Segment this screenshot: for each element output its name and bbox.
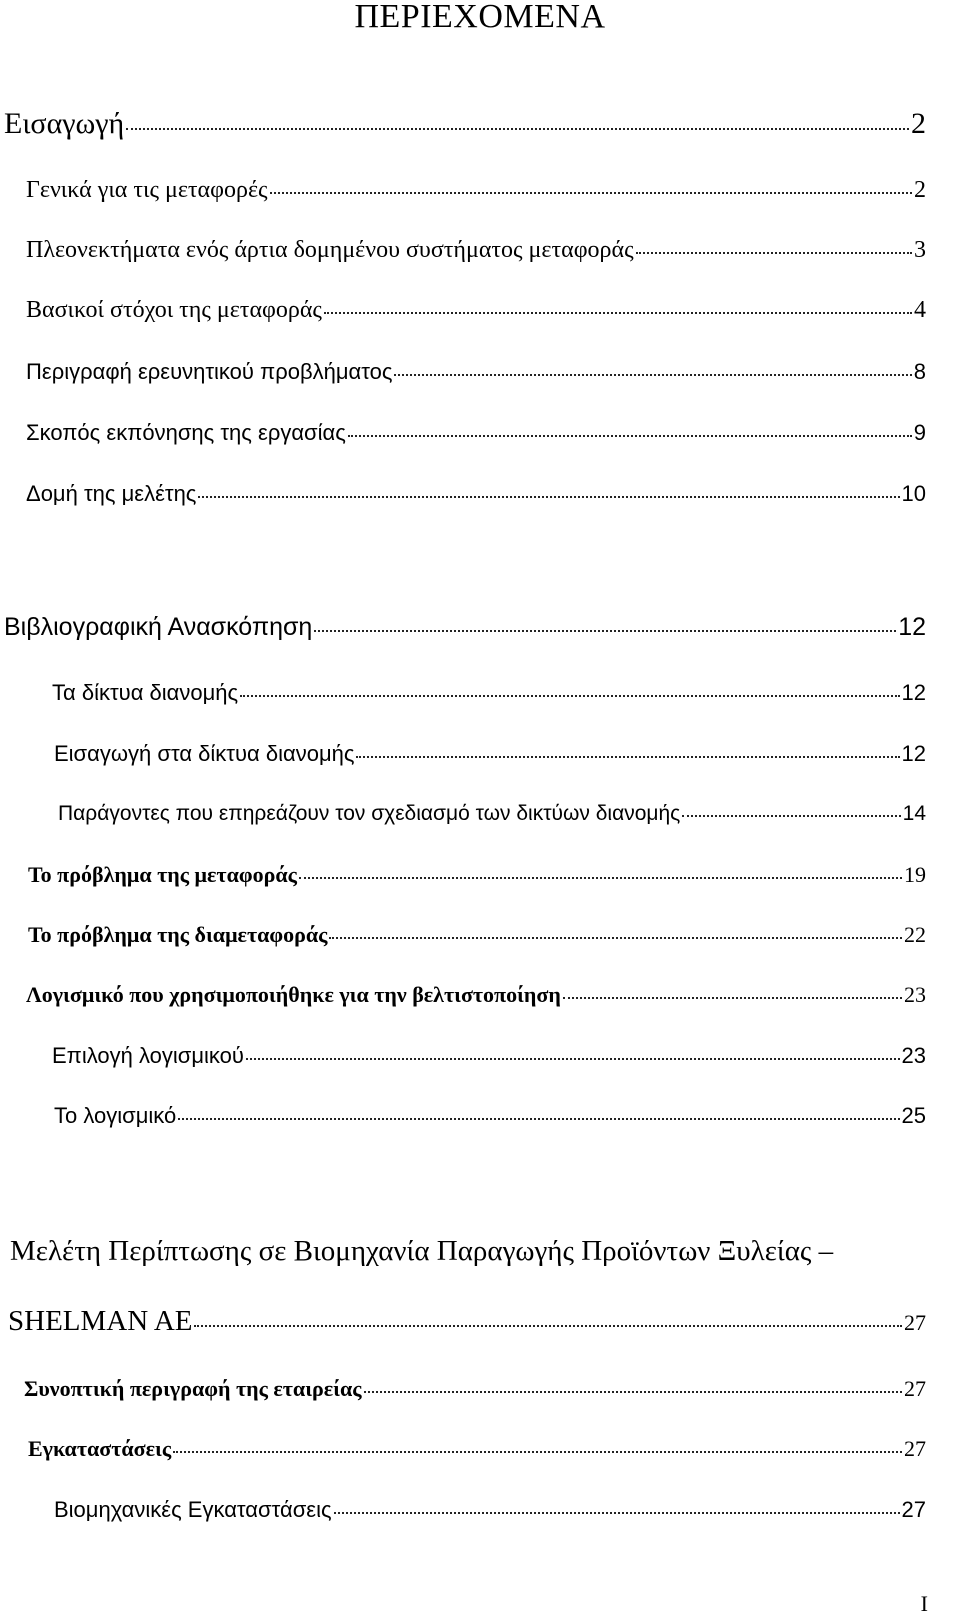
toc-entry-page: 27 bbox=[904, 1376, 926, 1401]
toc-entry-purpose[interactable] bbox=[26, 418, 926, 448]
toc-entry-label: Επιλογή λογισμικού bbox=[52, 1043, 244, 1068]
toc-entry-label: Λογισμικό που χρησιμοποιήθηκε για την βελτιστοποίηση bbox=[26, 982, 561, 1007]
toc-entry-page: 3 bbox=[914, 237, 926, 263]
toc-leader-dots bbox=[329, 937, 902, 939]
toc-entry-facilities[interactable] bbox=[28, 1434, 926, 1464]
toc-leader-dots bbox=[194, 1325, 902, 1327]
toc-entry-general-transport[interactable] bbox=[26, 175, 926, 205]
toc-leader-dots bbox=[324, 312, 912, 314]
toc-entry-page: 10 bbox=[901, 481, 926, 506]
toc-entry-label: Γενικά για τις μεταφορές bbox=[26, 177, 268, 203]
toc-entry-distribution-networks[interactable] bbox=[52, 678, 926, 708]
toc-entry-transshipment-problem[interactable] bbox=[28, 920, 926, 950]
toc-entry-page: 2 bbox=[911, 107, 926, 140]
toc-entry-industrial-facilities[interactable] bbox=[54, 1495, 926, 1525]
toc-entry-page: 12 bbox=[898, 613, 926, 641]
toc-leader-dots bbox=[348, 435, 912, 437]
toc-entry-page: 27 bbox=[904, 1310, 926, 1335]
toc-leader-dots bbox=[682, 815, 900, 817]
toc-entry-case-study-title[interactable] bbox=[10, 1233, 940, 1269]
toc-entry-label: Περιγραφή ερευνητικού προβλήματος bbox=[26, 359, 393, 384]
toc-leader-dots bbox=[364, 1391, 902, 1393]
toc-entry-label: Το πρόβλημα της μεταφοράς bbox=[28, 862, 297, 887]
toc-entry-shelman[interactable] bbox=[8, 1304, 926, 1340]
toc-entry-label: Το πρόβλημα της διαμεταφοράς bbox=[28, 922, 328, 947]
toc-entry-page: 23 bbox=[901, 1043, 926, 1068]
toc-leader-dots bbox=[636, 252, 912, 254]
toc-leader-dots bbox=[356, 756, 899, 758]
toc-leader-dots bbox=[246, 1058, 900, 1060]
toc-entry-page: 12 bbox=[901, 741, 926, 766]
toc-leader-dots bbox=[299, 877, 902, 879]
toc-entry-label: Εισαγωγή στα δίκτυα διανομής bbox=[54, 741, 355, 766]
toc-entry-label: Το λογισμικό bbox=[54, 1103, 177, 1128]
toc-entry-page: 12 bbox=[901, 680, 926, 705]
toc-leader-dots bbox=[270, 192, 912, 194]
toc-leader-dots bbox=[126, 128, 909, 130]
toc-entry-label: Σκοπός εκπόνησης της εργασίας bbox=[26, 420, 346, 445]
toc-entry-page: 23 bbox=[904, 982, 926, 1007]
toc-entry-page: 22 bbox=[904, 922, 926, 947]
toc-leader-dots bbox=[173, 1451, 902, 1453]
toc-entry-basic-goals[interactable] bbox=[26, 295, 926, 325]
toc-entry-page: 25 bbox=[901, 1103, 926, 1128]
page-number: I bbox=[920, 1591, 928, 1616]
toc-entry-label: Βασικοί στόχοι της μεταφοράς bbox=[26, 297, 322, 323]
toc-leader-dots bbox=[314, 630, 896, 632]
toc-entry-page: 14 bbox=[902, 802, 926, 825]
toc-leader-dots bbox=[198, 496, 899, 498]
toc-entry-page: 8 bbox=[913, 359, 926, 384]
toc-entry-label: Τα δίκτυα διανομής bbox=[52, 680, 239, 705]
toc-entry-advantages[interactable] bbox=[26, 235, 926, 265]
toc-entry-label: Δομή της μελέτης bbox=[26, 481, 197, 506]
toc-entry-page: 27 bbox=[904, 1436, 926, 1461]
toc-entry-label: SHELMAN AE bbox=[8, 1305, 193, 1337]
toc-leader-dots bbox=[563, 997, 902, 999]
toc-entry-page: 19 bbox=[904, 862, 926, 887]
toc-entry-label: Παράγοντες που επηρεάζουν τον σχεδιασμό των δικτύων διανομής bbox=[58, 802, 681, 825]
toc-leader-dots bbox=[178, 1118, 899, 1120]
toc-entry-label: Εισαγωγή bbox=[4, 107, 125, 140]
toc-entry-transport-problem[interactable] bbox=[28, 860, 926, 890]
toc-leader-dots bbox=[334, 1512, 900, 1514]
toc-entry-company-overview[interactable] bbox=[24, 1374, 926, 1404]
toc-entry-software-selection[interactable] bbox=[52, 1041, 926, 1071]
toc-entry-page: 4 bbox=[914, 297, 926, 323]
toc-entry-literature-review[interactable] bbox=[4, 611, 926, 643]
toc-leader-dots bbox=[394, 374, 911, 376]
toc-entry-label: Συνοπτική περιγραφή της εταιρείας bbox=[24, 1376, 362, 1401]
toc-entry-design-factors[interactable] bbox=[58, 799, 926, 829]
toc-entry-intro-distribution-networks[interactable] bbox=[54, 739, 926, 769]
toc-entry-introduction[interactable] bbox=[4, 107, 926, 141]
toc-entry-page: 9 bbox=[913, 420, 926, 445]
toc-entry-label: Βιβλιογραφική Ανασκόπηση bbox=[4, 613, 313, 641]
toc-entry-research-problem[interactable] bbox=[26, 357, 926, 387]
toc-leader-dots bbox=[240, 695, 899, 697]
toc-entry-the-software[interactable] bbox=[54, 1101, 926, 1131]
toc-entry-label: Μελέτη Περίπτωσης σε Βιομηχανία Παραγωγής Προϊόντων Ξυλείας – bbox=[10, 1235, 834, 1267]
toc-entry-label: Πλεονεκτήματα ενός άρτια δομημένου συστήματος μεταφοράς bbox=[26, 237, 634, 263]
toc-entry-label: Βιομηχανικές Εγκαταστάσεις bbox=[54, 1497, 332, 1522]
toc-entry-page: 27 bbox=[901, 1497, 926, 1522]
toc-entry-optimization-software[interactable] bbox=[26, 980, 926, 1010]
page-title: ΠΕΡΙΕΧΟΜΕΝΑ bbox=[354, 0, 606, 35]
toc-entry-label: Εγκαταστάσεις bbox=[28, 1436, 172, 1461]
toc-entry-page: 2 bbox=[914, 177, 926, 203]
toc-entry-study-structure[interactable] bbox=[26, 479, 926, 509]
